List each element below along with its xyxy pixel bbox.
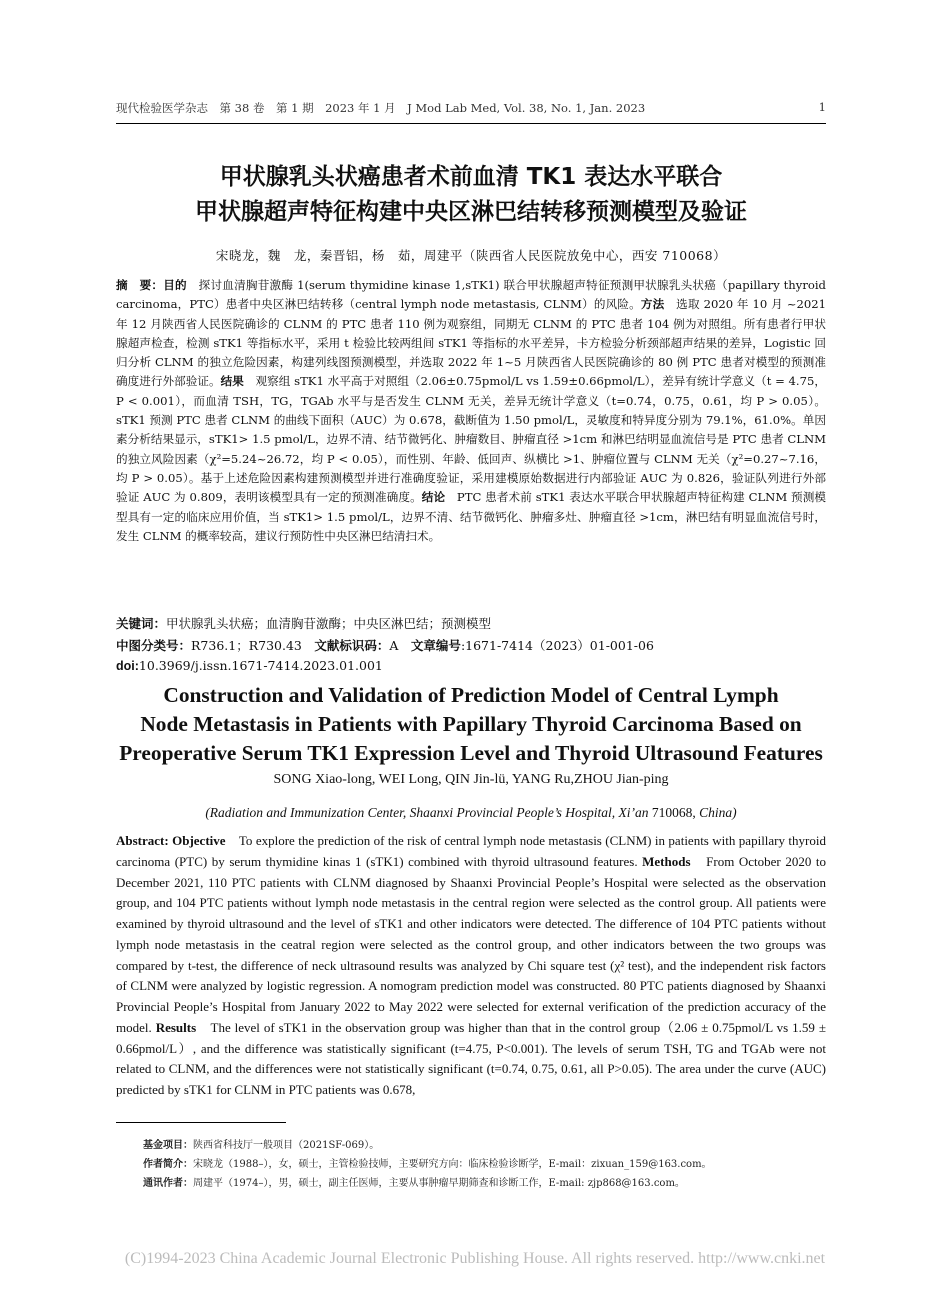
methods-text: 选取 2020 年 10 月 ~2021 年 12 月陕西省人民医院确诊的 CLNM 的 PTC 患者 110 例为观察组，同期无 CLNM 的 PTC 患者 104 例为对照组。所有患者行甲状腺超声检查，检测 sTK1 等指标水平，采用 t 检验比较两组间 sTK1 等指标的水平差异，卡方检验分析颈部超声结果的差异，Logistic 回归分析 CLNM 的独立危险因素，构建列线图预测模型，并选取 2022 年 1~5 月陕西省人民医院确诊的 80 例 PTC 患者对模型的预测准确度进行外部验证。 <box>116 297 826 389</box>
title-chinese <box>116 160 826 230</box>
doi-label: doi: <box>116 659 139 673</box>
conclusion-text: PTC 患者术前 sTK1 表达水平联合甲状腺超声特征构建 CLNM 预测模型具有一定的临床应用价值，当 sTK1> 1.5 pmol/L，边界不清、结节微钙化、肿瘤多灶、肿瘤直径 >1cm，淋巴结有明显血流信号时，发生 CLNM 的概率较高，建议行预防性中央区淋巴结清扫术。 <box>116 490 826 543</box>
fund-label: 基金项目： <box>143 1140 193 1151</box>
author-bio-text: 宋晓龙（1988–），女，硕士，主管检验技师，主要研究方向：临床检验诊断学，E-mail：zixuan_159@163.com。 <box>193 1159 712 1170</box>
keywords-chinese <box>116 614 826 632</box>
abstract-english <box>116 831 826 1101</box>
running-header <box>116 100 826 118</box>
affiliation-text: (Radiation and Immunization Center, Shaanxi Provincial People’s Hospital, Xi’an <box>205 805 652 820</box>
affiliation-country: China) <box>699 805 737 820</box>
fund-text: 陕西省科技厅一般项目（2021SF-069）。 <box>193 1140 380 1151</box>
results-en-text: The level of sTK1 in the observation group was higher than that in the control group（2.06 ± 0.75pmol/L vs 1.59 ± 0.66pmol/L）, and the difference was statistically significant (t=4.75, P<0.001). The levels of serum TSH, TG and TGAb were not related to CLNM, and the differences were not statistically significant (t=0.74, 0.75, 0.61, all P>0.05). The area under the curve (AUC) predicted by sTK1 for CLNM in PTC patients was 0.678, <box>116 1019 826 1097</box>
clc-value: R736.1；R730.43 <box>191 638 315 653</box>
results-text: 观察组 sTK1 水平高于对照组（2.06±0.75pmol/L vs 1.59±0.66pmol/L），差异有统计学意义（t = 4.75，P < 0.001），而血清 TSH，TG，TGAb 水平与是否发生 CLNM 无关，差异无统计学意义（t=0.74，0.75，0.61，均 P > 0.05）。sTK1 预测 PTC 患者 CLNM 的曲线下面积（AUC）为 0.678，截断值为 1.50 pmol/L，灵敏度和特异度分别为 79.1%，61.0%。单因素分析结果显示，sTK1> 1.5 pmol/L，边界不清、结节微钙化、肿瘤数目、肿瘤直径 >1cm 和淋巴结明显血流信号是 PTC 患者 CLNM 的独立风险因素（χ²=5.24~26.72，均 P < 0.05），而性别、年龄、低回声、纵横比 >1、肿瘤位置与 CLNM 无关（χ²=0.27~7.16，均 P > 0.05）。基于上述危险因素构建预测模型并进行准确度验证，采用建模原始数据进行内部验证 AUC 为 0.826，验证队列进行外部验证 AUC 为 0.809，表明该模型具有一定的预测准确度。 <box>116 374 826 505</box>
footnote-corresponding <box>143 1174 833 1189</box>
methods-label: 方法 <box>640 297 665 312</box>
title-chinese-line1: 甲状腺乳头状癌患者术前血清 TK1 表达水平联合 <box>219 164 723 190</box>
doi-value: 10.3969/j.issn.1671-7414.2023.01.001 <box>138 658 383 673</box>
title-chinese-line2: 甲状腺超声特征构建中央区淋巴结转移预测模型及验证 <box>195 199 747 225</box>
classification-line <box>116 636 826 654</box>
copyright-watermark: (C)1994-2023 China Academic Journal Electronic Publishing House. All rights reserved. http://www.cnki.net <box>124 1250 826 1267</box>
affiliation-zip: 710068, <box>651 805 700 820</box>
objective-text: To explore the prediction of the risk of central lymph node metastasis (CLNM) in patients with papillary thyroid carcinoma (PTC) by serum thymidine kinas 1 (sTK1) combined with thyroid ultrasound features. <box>116 833 826 869</box>
authors-chinese: 宋晓龙，魏 龙，秦晋铝，杨 茹，周建平（陕西省人民医院放免中心，西安 710068） <box>215 248 727 263</box>
title-english-line2: Node Metastasis in Patients with Papillary Thyroid Carcinoma Based on <box>140 712 802 736</box>
authors-english: SONG Xiao-long, WEI Long, QIN Jin-lü, YANG Ru,ZHOU Jian-ping <box>273 772 669 787</box>
title-english-line3: Preoperative Serum TK1 Expression Level and Thyroid Ultrasound Features <box>119 741 823 765</box>
keywords-label: 关键词： <box>116 616 167 631</box>
doc-code-value: A <box>389 638 411 653</box>
purpose-label: 目的 <box>163 278 187 292</box>
methods-en-text: From October 2020 to December 2021, 110 PTC patients with CLNM diagnosed by Shaanxi Provincial People’s Hospital were selected as the observation group, and 104 PTC patients without lymph node metastasis in the central region were selected as the control group. All patients were examined by thyroid ultrasound and the level of sTK1 and other indicators were detected. The difference of 104 PTC patients without lymph node metastasis in the ceatral region were selected as the control group, and other indicators between the two groups was compared by t-test, the difference of neck ultrasound results was analyzed by Chi square test (χ² test), and the independent risk factors of CLNM were analyzed by logistic regression. A nomogram prediction model was constructed. 80 PTC patients diagnosed by Shaanxi Provincial People’s Hospital from January 2022 to May 2022 were selected for external verification of the prediction accuracy of the model. <box>116 853 827 1035</box>
author-bio-label: 作者简介： <box>143 1159 193 1170</box>
abstract-label: 摘 要： <box>116 278 164 292</box>
corresponding-label: 通讯作者： <box>143 1178 193 1189</box>
header-rule <box>116 123 826 124</box>
footnote-author <box>143 1155 833 1170</box>
methods-en-label: Methods <box>642 853 691 869</box>
clc-label: 中图分类号： <box>116 638 192 653</box>
results-label: 结果 <box>220 374 244 389</box>
footnote-fund <box>143 1136 833 1151</box>
abstract-en-label: Abstract: Objective <box>116 833 226 848</box>
journal-citation: 现代检验医学杂志 第 38 卷 第 1 期 2023 年 1 月 J Mod Lab Med, Vol. 38, No. 1, Jan. 2023 <box>116 101 646 115</box>
article-id-value: :1671-7414（2023）01-001-06 <box>460 638 654 653</box>
keywords-text: 甲状腺乳头状癌；血清胸苷激酶；中央区淋巴结；预测模型 <box>166 616 492 631</box>
title-english <box>100 681 842 768</box>
purpose-text: 探讨血清胸苷激酶 1(serum thymidine kinase 1,sTK1) 联合甲状腺超声特征预测甲状腺乳头状癌（papillary thyroid carcinoma，PTC）患者中央区淋巴结转移（central lymph node metastasis, CLNM）的风险。 <box>116 278 826 312</box>
title-english-line1: Construction and Validation of Prediction Model of Central Lymph <box>163 683 779 707</box>
corresponding-text: 周建平（1974–），男，硕士，副主任医师，主要从事肿瘤早期筛查和诊断工作，E-mail: zjp868@163.com。 <box>193 1178 685 1189</box>
conclusion-label: 结论 <box>421 490 446 505</box>
doi-line <box>116 658 826 673</box>
footnote-rule <box>116 1122 286 1123</box>
abstract-chinese <box>116 276 826 546</box>
article-id-label: 文章编号 <box>410 638 461 653</box>
results-en-label: Results <box>155 1019 197 1035</box>
affiliation-english <box>116 805 826 821</box>
page-number: 1 <box>818 100 826 114</box>
doc-code-label: 文献标识码： <box>314 638 390 653</box>
